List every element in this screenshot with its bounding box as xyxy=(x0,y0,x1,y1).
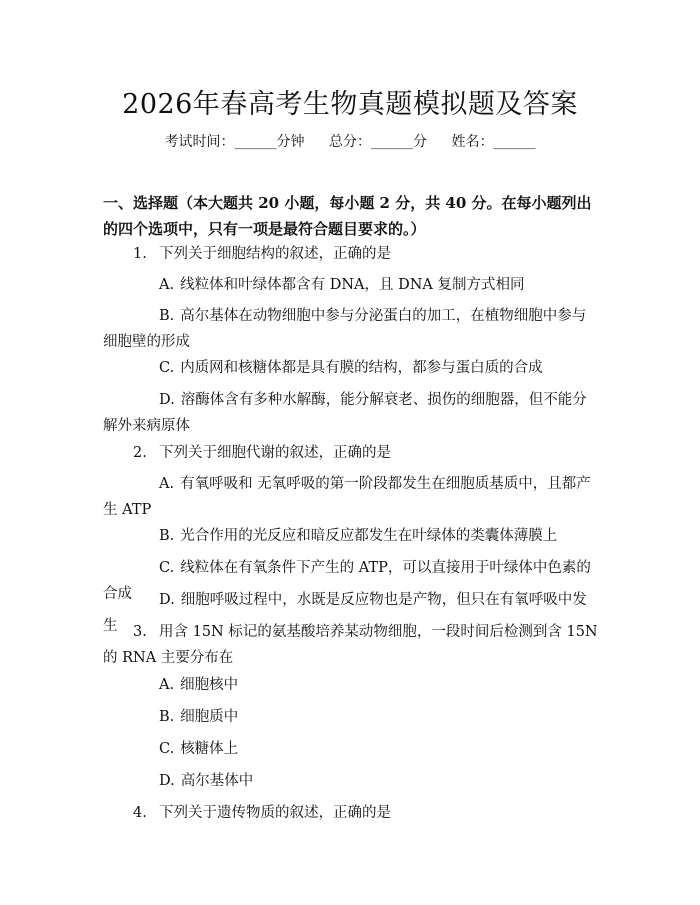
question-number: 1. xyxy=(133,246,147,262)
option-letter: B. xyxy=(159,709,175,725)
option-letter: C. xyxy=(159,560,175,576)
option-text: 有氧呼吸和 无氧呼吸的第一阶段都发生在细胞质基质中，且都产生 ATP xyxy=(103,476,591,518)
answer-option xyxy=(103,704,600,730)
option-text: 细胞呼吸过程中，水既是反应物也是产物，但只在有氧呼吸中发生 xyxy=(103,592,587,634)
answer-option xyxy=(103,272,600,298)
question-text: 下列关于细胞结构的叙述，正确的是 xyxy=(159,246,391,262)
total-score-field: 总分：______分 xyxy=(329,134,427,150)
answer-option xyxy=(103,471,600,523)
exam-time-field: 考试时间：______分钟 xyxy=(164,134,305,150)
question-text: 用含 15N 标记的氨基酸培养某动物细胞，一段时间后检测到含 15N 的 RNA 主要分布在 xyxy=(103,624,598,666)
option-letter: B. xyxy=(159,528,175,544)
answer-option xyxy=(103,672,600,698)
option-letter: D. xyxy=(159,773,175,789)
option-text: 内质网和核糖体都是具有膜的结构，都参与蛋白质的合成 xyxy=(180,360,543,376)
question-stem xyxy=(103,440,600,466)
option-letter: C. xyxy=(159,360,175,376)
option-letter: A. xyxy=(159,476,175,492)
option-text: 溶酶体含有多种水解酶，能分解衰老、损伤的细胞器，但不能分解外来病原体 xyxy=(103,392,587,434)
answer-option xyxy=(103,355,600,381)
question-number: 4. xyxy=(133,805,147,821)
option-text: 线粒体在有氧条件下产生的 ATP，可以直接用于叶绿体中色素的合成 xyxy=(103,560,591,602)
page-title: 2026年春高考生物真题模拟题及答案 xyxy=(122,89,578,120)
option-text: 光合作用的光反应和暗反应都发生在叶绿体的类囊体薄膜上 xyxy=(180,528,558,544)
answer-option xyxy=(103,387,600,439)
answer-option xyxy=(103,736,600,762)
question-stem xyxy=(103,619,600,671)
option-text: 核糖体上 xyxy=(180,741,239,757)
option-letter: A. xyxy=(159,677,175,693)
option-letter: A. xyxy=(159,277,175,293)
question-stem xyxy=(103,241,600,267)
option-text: 线粒体和叶绿体都含有 DNA，且 DNA 复制方式相同 xyxy=(180,277,525,293)
question-number: 2. xyxy=(133,445,147,461)
option-letter: D. xyxy=(159,592,175,608)
option-letter: D. xyxy=(159,392,175,408)
option-text: 高尔基体中 xyxy=(180,773,254,789)
question-text: 下列关于遗传物质的叙述，正确的是 xyxy=(159,805,391,821)
answer-option xyxy=(103,523,600,549)
option-letter: B. xyxy=(159,308,175,324)
option-text: 细胞质中 xyxy=(180,709,239,725)
question-stem xyxy=(103,800,600,826)
section-heading: 一、选择题（本大题共 20 小题，每小题 2 分，共 40 分。在每小题列出的四个选项中，只有一项是最符合题目要求的。） xyxy=(103,194,592,238)
option-text: 细胞核中 xyxy=(180,677,239,693)
answer-option xyxy=(103,768,600,794)
option-letter: C. xyxy=(159,741,175,757)
answer-option xyxy=(103,303,600,355)
question-text: 下列关于细胞代谢的叙述，正确的是 xyxy=(159,445,391,461)
question-number: 3. xyxy=(133,624,147,640)
option-text: 高尔基体在动物细胞中参与分泌蛋白的加工，在植物细胞中参与细胞壁的形成 xyxy=(103,308,587,350)
exam-info-line xyxy=(0,131,700,151)
student-name-field: 姓名：______ xyxy=(451,134,536,150)
